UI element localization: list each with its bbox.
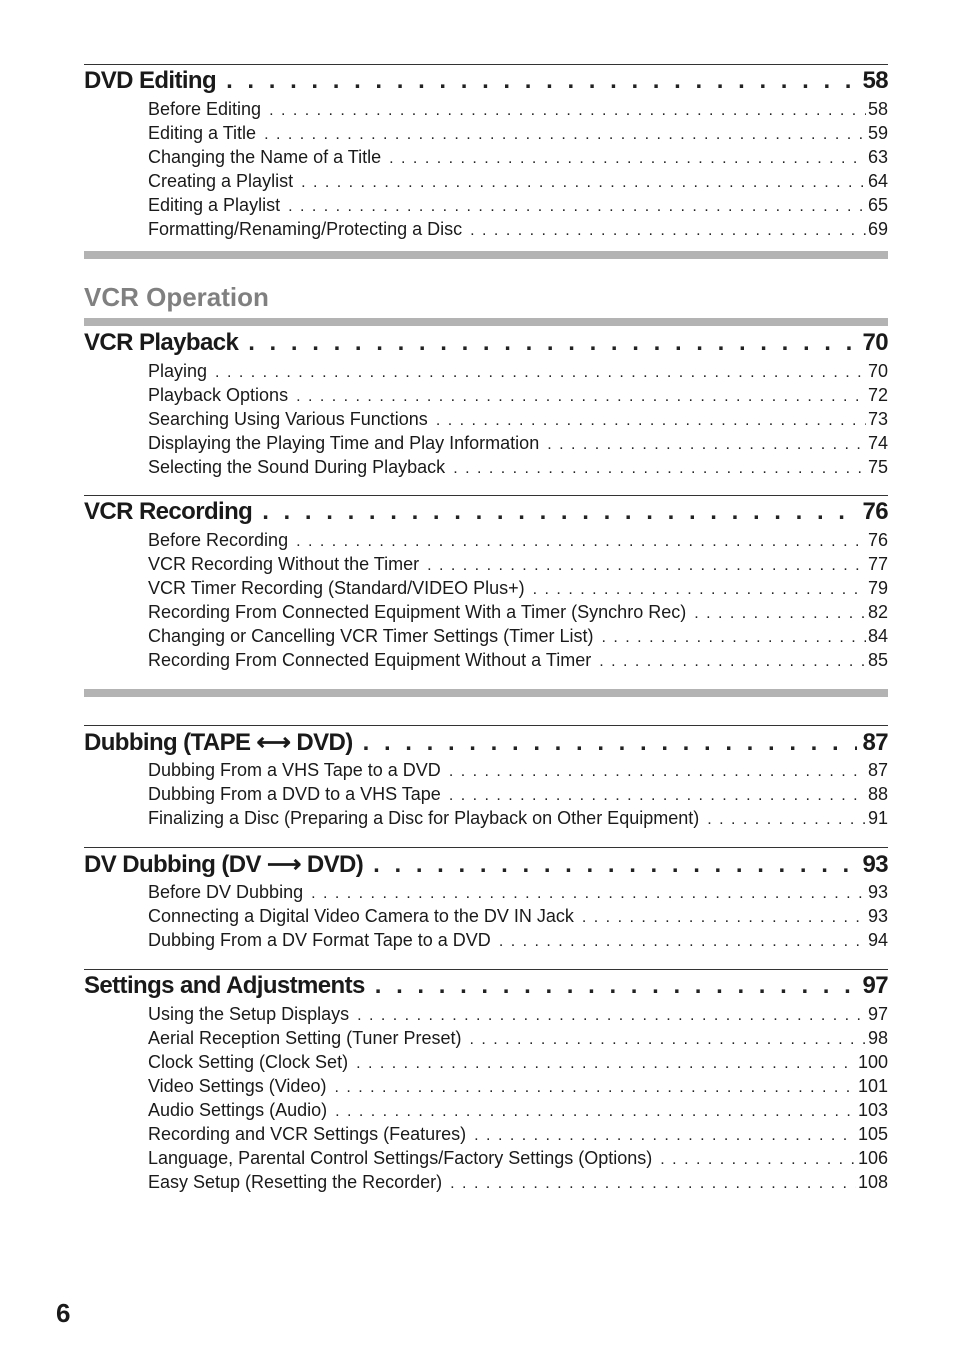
dot-leader [453, 460, 866, 478]
toc-entry[interactable] [84, 578, 888, 602]
toc-entry[interactable] [84, 906, 888, 930]
dot-leader [264, 126, 866, 144]
toc-entry-page: 103 [857, 1100, 888, 1120]
dot-leader [238, 329, 856, 357]
toc-section-vcr-recording [84, 495, 888, 674]
toc-entry-page: 58 [867, 99, 888, 119]
dot-leader [252, 498, 856, 526]
toc-entry-title: Playback Options [148, 385, 289, 405]
toc-entry[interactable] [84, 195, 888, 219]
toc-entry[interactable] [84, 1124, 888, 1148]
toc-heading-title: VCR Playback [84, 329, 239, 356]
toc-entry-page: 63 [867, 147, 888, 167]
right-arrow-icon: ⟶ [267, 851, 301, 878]
double-arrow-icon: ⟷ [256, 729, 291, 756]
toc-entry-page: 74 [867, 433, 888, 453]
toc-entry-page: 73 [867, 409, 888, 429]
dot-leader [707, 811, 866, 829]
toc-entry-title: Recording From Connected Equipment With a Timer (Synchro Rec) [148, 602, 687, 622]
toc-entry[interactable] [84, 602, 888, 626]
toc-entry-title: VCR Timer Recording (Standard/VIDEO Plus+) [148, 578, 525, 598]
toc-entry-page: 72 [867, 385, 888, 405]
part-divider [84, 689, 888, 697]
section-divider [84, 495, 888, 496]
dot-leader [694, 605, 866, 623]
dot-leader [365, 972, 857, 1000]
toc-entry[interactable] [84, 171, 888, 195]
toc-heading-page: 70 [862, 329, 888, 356]
dot-leader [449, 787, 866, 805]
toc-entry[interactable] [84, 1148, 888, 1172]
toc-entry[interactable] [84, 385, 888, 409]
toc-entry-title: Connecting a Digital Video Camera to the DV IN Jack [148, 906, 574, 926]
toc-entry-title: Creating a Playlist [148, 171, 294, 191]
toc-entry-page: 75 [867, 457, 888, 477]
dot-leader [353, 729, 857, 757]
toc-heading-title-prefix: DV Dubbing (DV [84, 851, 261, 878]
dot-leader [436, 412, 866, 430]
toc-section-dvd-editing [84, 64, 888, 243]
dot-leader [334, 1079, 856, 1097]
toc-entry-page: 76 [867, 530, 888, 550]
toc-entry-title: Before Recording [148, 530, 289, 550]
dot-leader [215, 364, 866, 382]
toc-heading-page: 93 [862, 851, 888, 878]
toc-heading-page: 87 [862, 729, 888, 756]
toc-entry-page: 91 [867, 808, 888, 828]
toc-entry[interactable] [84, 1052, 888, 1076]
toc-entry-page: 64 [867, 171, 888, 191]
dot-leader [470, 222, 866, 240]
toc-entry-page: 85 [867, 650, 888, 670]
toc-heading-page: 76 [862, 498, 888, 525]
toc-entry[interactable] [84, 930, 888, 954]
toc-entry[interactable] [84, 147, 888, 171]
toc-entry-title: Formatting/Renaming/Protecting a Disc [148, 219, 463, 239]
toc-entry-title: Recording and VCR Settings (Features) [148, 1124, 467, 1144]
toc-entry[interactable] [84, 784, 888, 808]
dot-leader [450, 1175, 856, 1193]
toc-entry-page: 87 [867, 760, 888, 780]
dot-leader [363, 851, 856, 879]
toc-entry-page: 93 [867, 882, 888, 902]
toc-entry-page: 93 [867, 906, 888, 926]
toc-entry[interactable] [84, 650, 888, 674]
toc-entry-title: Dubbing From a VHS Tape to a DVD [148, 760, 441, 780]
dot-leader [288, 198, 866, 216]
dot-leader [356, 1055, 856, 1073]
dot-leader [533, 581, 866, 599]
toc-entry-title: Video Settings (Video) [148, 1076, 327, 1096]
toc-heading[interactable] [84, 850, 888, 882]
toc-entry-page: 97 [867, 1004, 888, 1024]
section-divider [84, 847, 888, 848]
toc-heading-title-suffix: DVD) [296, 729, 353, 756]
toc-entry-page: 105 [857, 1124, 888, 1144]
dot-leader [296, 533, 866, 551]
toc-entry-title: Before DV Dubbing [148, 882, 304, 902]
section-divider [84, 64, 888, 65]
toc-entry-title: Dubbing From a DVD to a VHS Tape [148, 784, 441, 804]
toc-entry-title: Finalizing a Disc (Preparing a Disc for Playback on Other Equipment) [148, 808, 700, 828]
toc-entry-title: Language, Parental Control Settings/Factory Settings (Options) [148, 1148, 653, 1168]
toc-entry[interactable] [84, 882, 888, 906]
toc-entry-title: Changing the Name of a Title [148, 147, 382, 167]
part-divider [84, 318, 888, 326]
toc-entry[interactable] [84, 99, 888, 123]
toc-entry-title: Audio Settings (Audio) [148, 1100, 328, 1120]
dot-leader [296, 388, 866, 406]
toc-entry-page: 82 [867, 602, 888, 622]
toc-section-settings [84, 969, 888, 1196]
toc-entry[interactable] [84, 760, 888, 784]
toc-entry[interactable] [84, 626, 888, 650]
dot-leader [660, 1151, 856, 1169]
toc-entry[interactable] [84, 361, 888, 385]
toc-section-vcr-playback [84, 327, 888, 481]
dot-leader [582, 909, 866, 927]
dot-leader [469, 1031, 865, 1049]
toc-heading-title: Settings and Adjustments [84, 972, 365, 999]
toc-entry[interactable] [84, 1028, 888, 1052]
dot-leader [301, 174, 866, 192]
toc-entry-title: Displaying the Playing Time and Play Information [148, 433, 540, 453]
toc-entry-title: Before Editing [148, 99, 262, 119]
toc-entry[interactable] [84, 409, 888, 433]
dot-leader [389, 150, 866, 168]
toc-entry-title: Searching Using Various Functions [148, 409, 428, 429]
toc-heading[interactable] [84, 498, 888, 530]
section-divider [84, 969, 888, 970]
toc-heading-title: DVD Editing [84, 67, 217, 94]
dot-leader [499, 933, 866, 951]
toc-heading-title [84, 850, 363, 879]
toc-heading-title [84, 728, 353, 757]
toc-entry[interactable] [84, 808, 888, 832]
section-divider [84, 725, 888, 726]
toc-entry-page: 100 [857, 1052, 888, 1072]
toc-heading-title-prefix: Dubbing (TAPE [84, 729, 251, 756]
dot-leader [599, 653, 866, 671]
toc-entry-page: 65 [867, 195, 888, 215]
dot-leader [602, 629, 866, 647]
toc-entry[interactable] [84, 1100, 888, 1124]
toc-entry-title: Playing [148, 361, 208, 381]
toc-entry-page: 98 [867, 1028, 888, 1048]
toc-entry[interactable] [84, 554, 888, 578]
toc-entry-page: 70 [867, 361, 888, 381]
dot-leader [216, 67, 856, 95]
toc-entry-title: Editing a Playlist [148, 195, 281, 215]
toc-entry-page: 101 [857, 1076, 888, 1096]
toc-section-dubbing [84, 725, 888, 832]
dot-leader [547, 436, 866, 454]
part-title-vcr-operation: VCR Operation [84, 282, 269, 312]
dot-leader [311, 885, 866, 903]
toc-heading[interactable] [84, 972, 888, 1004]
dot-leader [474, 1127, 856, 1145]
toc-entry-page: 77 [867, 554, 888, 574]
toc-entry-page: 84 [867, 626, 888, 646]
toc-entry-title: Easy Setup (Resetting the Recorder) [148, 1172, 443, 1192]
dot-leader [449, 763, 866, 781]
page-number: 6 [56, 1298, 71, 1328]
toc-entry-title: Dubbing From a DV Format Tape to a DVD [148, 930, 491, 950]
toc-entry[interactable] [84, 219, 888, 243]
toc-heading[interactable] [84, 728, 888, 760]
toc-entry-title: Clock Setting (Clock Set) [148, 1052, 349, 1072]
toc-section-dv-dubbing [84, 847, 888, 954]
dot-leader [427, 557, 866, 575]
toc-heading-title: VCR Recording [84, 498, 253, 525]
toc-entry-page: 59 [867, 123, 888, 143]
toc-entry-page: 106 [857, 1148, 888, 1168]
toc-entry[interactable] [84, 433, 888, 457]
toc-entry-title: Recording From Connected Equipment Without a Timer [148, 650, 592, 670]
toc-entry-page: 94 [867, 930, 888, 950]
toc-heading[interactable] [84, 329, 888, 361]
toc-entry[interactable] [84, 1004, 888, 1028]
dot-leader [269, 102, 866, 120]
toc-entry-page: 88 [867, 784, 888, 804]
part-divider [84, 251, 888, 259]
toc-heading-title-suffix: DVD) [306, 851, 364, 878]
toc-entry[interactable] [84, 1172, 888, 1196]
toc-heading-page: 58 [862, 67, 888, 94]
toc-entry-title: Editing a Title [148, 123, 257, 143]
toc-entry-title: VCR Recording Without the Timer [148, 554, 420, 574]
toc-entry-title: Changing or Cancelling VCR Timer Settings (Timer List) [148, 626, 594, 646]
toc-entry-page: 79 [867, 578, 888, 598]
dot-leader [357, 1007, 866, 1025]
toc-entry-title: Using the Setup Displays [148, 1004, 350, 1024]
toc-entry-page: 108 [857, 1172, 888, 1192]
toc-entry-page: 69 [867, 219, 888, 239]
toc-entry[interactable] [84, 1076, 888, 1100]
toc-entry-title: Aerial Reception Setting (Tuner Preset) [148, 1028, 462, 1048]
toc-heading-page: 97 [862, 972, 888, 999]
toc-heading[interactable] [84, 67, 888, 99]
toc-entry[interactable] [84, 457, 888, 481]
dot-leader [335, 1103, 856, 1121]
toc-entry[interactable] [84, 123, 888, 147]
toc-entry-title: Selecting the Sound During Playback [148, 457, 446, 477]
toc-entry[interactable] [84, 530, 888, 554]
